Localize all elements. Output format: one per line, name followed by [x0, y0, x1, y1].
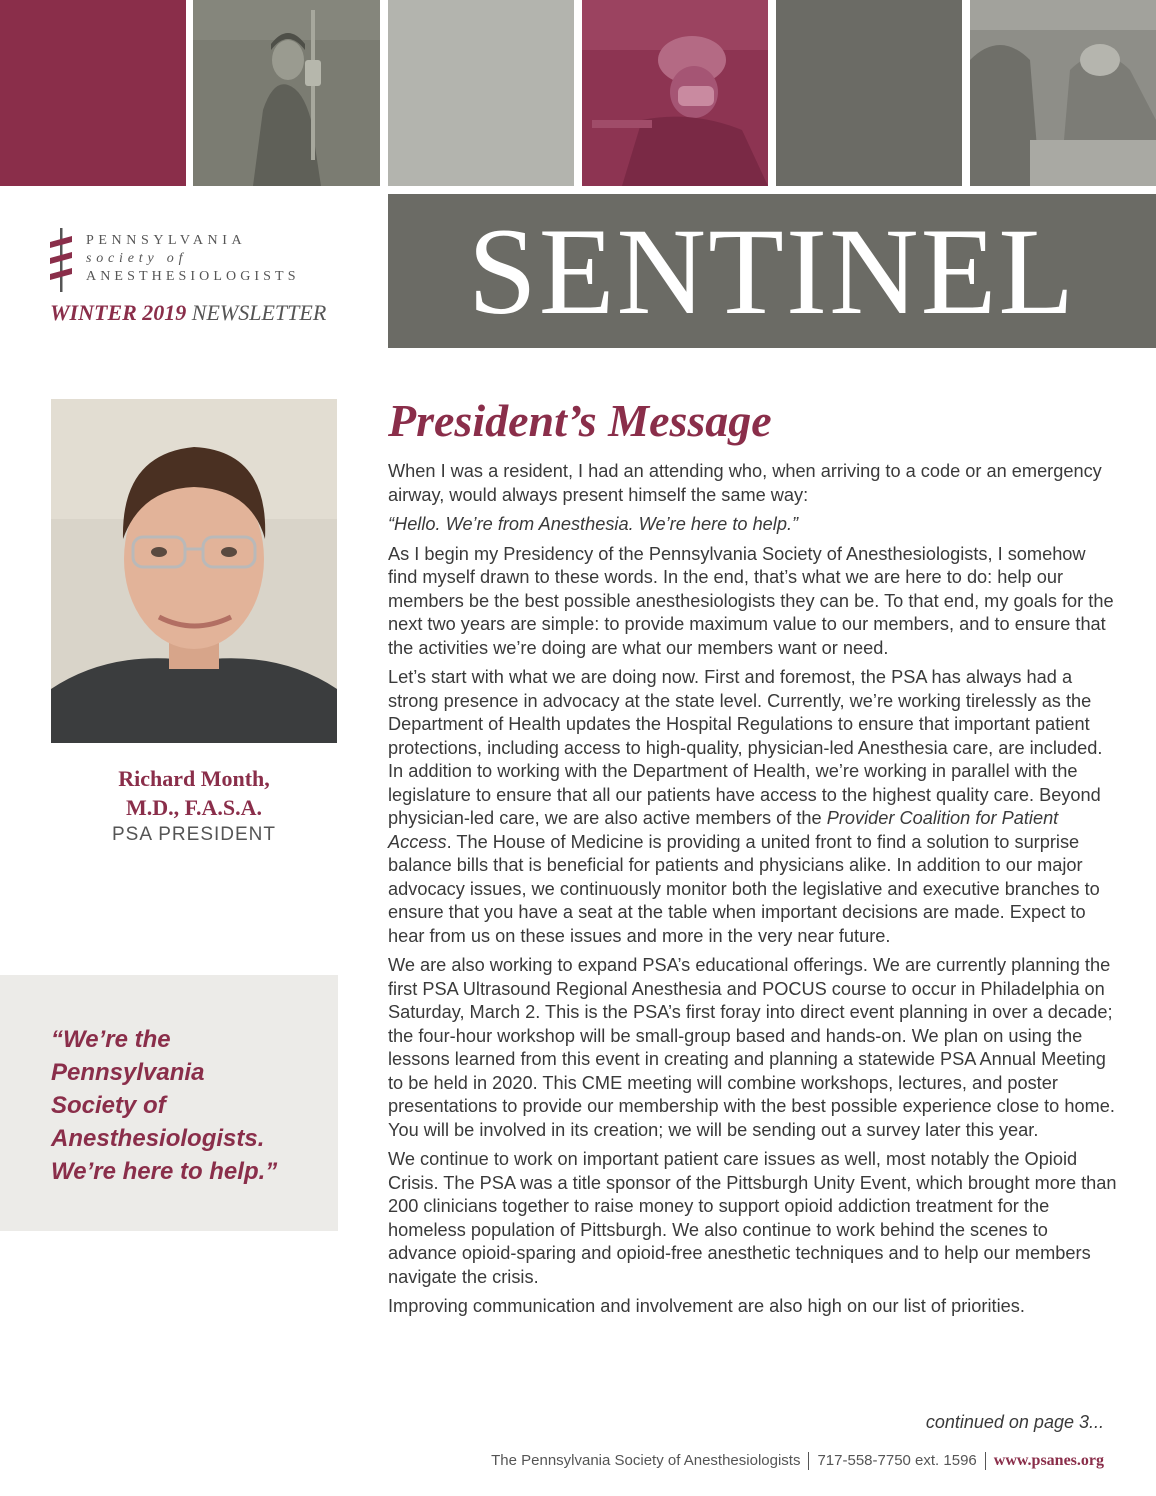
footer-divider	[985, 1452, 986, 1470]
banner-tile-solid-maroon	[0, 0, 186, 186]
pull-quote-line-2: Pennsylvania	[51, 1059, 205, 1086]
logo-line-2: society of	[86, 251, 188, 266]
footer-org: The Pennsylvania Society of Anesthesiologists	[491, 1452, 801, 1469]
paragraph-quote: “Hello. We’re from Anesthesia. We’re here to help.”	[388, 514, 799, 534]
pull-quote-line-4: Anesthesiologists.	[51, 1125, 265, 1152]
pull-quote-line-5: We’re here to help.”	[51, 1158, 278, 1185]
president-role: PSA PRESIDENT	[112, 824, 276, 845]
caduceus-icon	[48, 228, 74, 292]
paragraph-1: When I was a resident, I had an attending who, when arriving to a code or an emergency airway, would always present himself the same way:	[388, 461, 1102, 505]
article-heading: President’s Message	[388, 395, 772, 446]
paragraph-7: Improving communication and involvement are also high on our list of priorities.	[388, 1296, 1025, 1316]
president-name-line-1: Richard Month,	[118, 766, 270, 791]
footer-website-link[interactable]: www.psanes.org	[993, 1452, 1104, 1469]
pull-quote-text	[51, 1023, 331, 1188]
article-body	[388, 460, 1118, 1325]
president-name-line-2: M.D., F.A.S.A.	[125, 795, 263, 820]
banner-tile-solid-gray	[776, 0, 962, 186]
newsletter-title: SENTINEL	[467, 203, 1077, 340]
pull-quote-line-3: Society of	[51, 1092, 166, 1119]
pull-quote	[0, 975, 338, 1231]
psa-logo	[48, 228, 348, 298]
paragraph-5: We are also working to expand PSA’s educational offerings. We are currently planning the first PSA Ultrasound Regional Anesthesia and POCUS course to occur in Philadelphia on Saturday, March 2. This is the PSA’s first foray into direct event planning in over a decade; the four-hour workshop will be small-group based and hands-on. We plan on using the lessons learned from this event in creating and planning a statewide PSA Annual Meeting to be held in 2020. This CME meeting will combine workshops, lectures, and poster presentations to provide our membership with the best possible experience close to home. You will be involved in its creation; we will be sending out a survey later this year.	[388, 955, 1115, 1140]
logo-line-3: ANESTHESIOLOGISTS	[86, 269, 300, 284]
banner-tile-solid-light-gray	[388, 0, 574, 186]
pull-quote-line-1: “We’re the	[51, 1026, 171, 1053]
banner-photo-operating-room	[970, 0, 1156, 186]
paragraph-3: As I begin my Presidency of the Pennsylvania Society of Anesthesiologists, I somehow find myself drawn to these words. In the end, that’s what we are here to do: help our members be the best possible anesthesiologists they can be. To that end, my goals for the next two years are simple: to provide maximum value to our members, and to ensure that the activities we’re doing are what our members want or need.	[388, 543, 1114, 658]
president-portrait	[51, 399, 337, 743]
coalition-name: Provider Coalition for Patient Access	[388, 808, 1059, 852]
footer-divider	[808, 1452, 809, 1470]
banner-photo-surgeon	[582, 0, 768, 186]
edition-season: WINTER 2019	[50, 300, 187, 325]
portrait-caption	[51, 764, 337, 848]
paragraph-4-part-a: Let’s start with what we are doing now. First and foremost, the PSA has always had a strong presence in advocacy at the state level. Currently, we’re working tirelessly as the Department of Health updates the Hospital Regulations to ensure that important patient protections, including access to high-quality, physician-led Anesthesia care, are included. In addition to working with the Department of Health, we’re working in parallel with the legislature to ensure that all our patients have access to the highest quality care. Beyond physician-led care, we are also active members of the	[388, 667, 1103, 828]
paragraph-4	[388, 666, 1118, 948]
logo-line-1: PENNSYLVANIA	[86, 233, 247, 248]
edition-label	[50, 300, 326, 326]
banner-photo-clinician	[193, 0, 380, 186]
paragraph-4-part-b: . The House of Medicine is providing a united front to find a solution to surprise balance bills that is beneficial for patients and physicians alike. In addition to our major advocacy issues, we continuously monitor both the legislative and executive branches to ensure that you have a seat at the table when important decisions are made. Expect to hear from us on these issues and more in the very near future.	[388, 831, 1100, 946]
continued-note: continued on page 3...	[925, 1412, 1104, 1432]
paragraph-6: We continue to work on important patient care issues as well, most notably the Opioid Crisis. The PSA was a title sponsor of the Pittsburgh Unity Event, which brought more than 200 clinicians together to raise money to support opioid addiction treatment for the homeless population of Pittsburgh. We also continue to work behind the scenes to advance opioid-sparing and opioid-free anesthetic techniques and to help our members navigate the crisis.	[388, 1149, 1117, 1287]
footer-phone: 717-558-7750 ext. 1596	[817, 1452, 977, 1469]
edition-type: NEWSLETTER	[191, 300, 327, 325]
footer	[491, 1452, 1104, 1470]
masthead	[388, 194, 1156, 348]
